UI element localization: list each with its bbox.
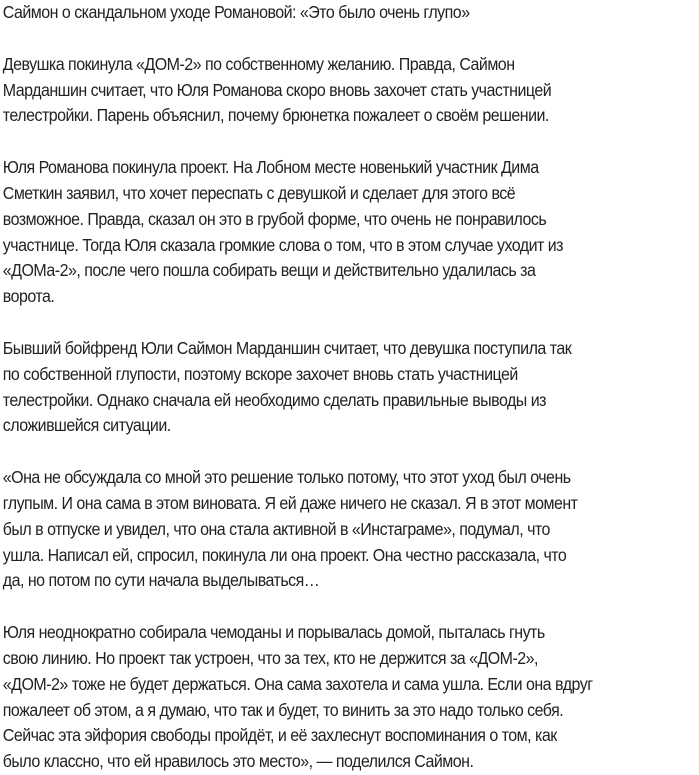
text-line: глупым. И она сама в этом виновата. Я ей даже ничего не сказал. Я в этот момент: [2, 492, 578, 513]
text-line: участнице. Тогда Юля сказала громкие слова о том, что в этом случае уходит из: [2, 234, 563, 255]
text-line: Сметкин заявил, что хочет переспать с девушкой и сделает для этого всё: [2, 182, 516, 203]
text-line: ворота.: [2, 286, 55, 307]
article-title: Саймон о скандальном уходе Романовой: «Это было очень глупо»: [2, 2, 470, 22]
spacer: [3, 594, 696, 620]
text-line: Юля Романова покинула проект. На Лобном месте новенький участник Дима: [2, 157, 539, 178]
text-line: свою линию. Но проект так устроен, что за тех, кто не держится за «ДОМ-2»,: [2, 647, 538, 668]
paragraph-quote-1: [3, 465, 696, 594]
text-line: Марданшин считает, что Юля Романова скоро вновь захочет стать участницей: [2, 79, 552, 100]
text-line: пожалеет об этом, а я думаю, что так и будет, то винить за это надо только себя.: [2, 699, 564, 720]
paragraph-intro: [3, 52, 696, 129]
spacer: [3, 439, 696, 465]
text-line: телестройки. Парень объяснил, почему брюнетка пожалеет о своём решении.: [2, 105, 549, 126]
text-line: Бывший бойфренд Юли Саймон Марданшин считает, что девушка поступила так: [2, 337, 572, 358]
text-line: сложившейся ситуации.: [2, 415, 171, 436]
text-line: возможное. Правда, сказал он это в грубой форме, что очень не понравилось: [2, 208, 547, 229]
text-line: да, но потом по сути начала выделываться…: [2, 570, 320, 591]
text-line: телестройки. Однако сначала ей необходимо сделать правильные выводы из: [2, 389, 546, 410]
text-line: «ДОМа-2», после чего пошла собирать вещи и действительно удалилась за: [2, 260, 536, 281]
paragraph-3: [3, 336, 696, 439]
text-line: ушла. Написал ей, спросил, покинула ли она проект. Она честно рассказала, что: [2, 544, 567, 565]
spacer: [3, 310, 696, 336]
text-line: Девушка покинула «ДОМ-2» по собственному желанию. Правда, Саймон: [2, 53, 515, 74]
text-line: Юля неоднократно собирала чемоданы и порывалась домой, пыталась гнуть: [2, 622, 545, 643]
spacer: [3, 26, 696, 52]
text-line: Сейчас эта эйфория свободы пройдёт, и её захлеснут воспоминания о том, как: [2, 725, 557, 746]
paragraph-quote-2: [3, 620, 696, 775]
text-line: по собственной глупости, поэтому вскоре захочет вновь стать участницей: [2, 363, 518, 384]
paragraph-2: [3, 155, 696, 310]
text-line: было классно, что ей нравилось это место», — поделился Саймон.: [2, 751, 474, 772]
text-line: был в отпуске и увидел, что она стала активной в «Инстаграме», подумал, что: [2, 518, 550, 539]
text-line: «ДОМ-2» тоже не будет держаться. Она сама захотела и сама ушла. Если она вдруг: [2, 673, 593, 694]
spacer: [3, 129, 696, 155]
text-line: «Она не обсуждала со мной это решение только потому, что этот уход был очень: [2, 467, 571, 488]
